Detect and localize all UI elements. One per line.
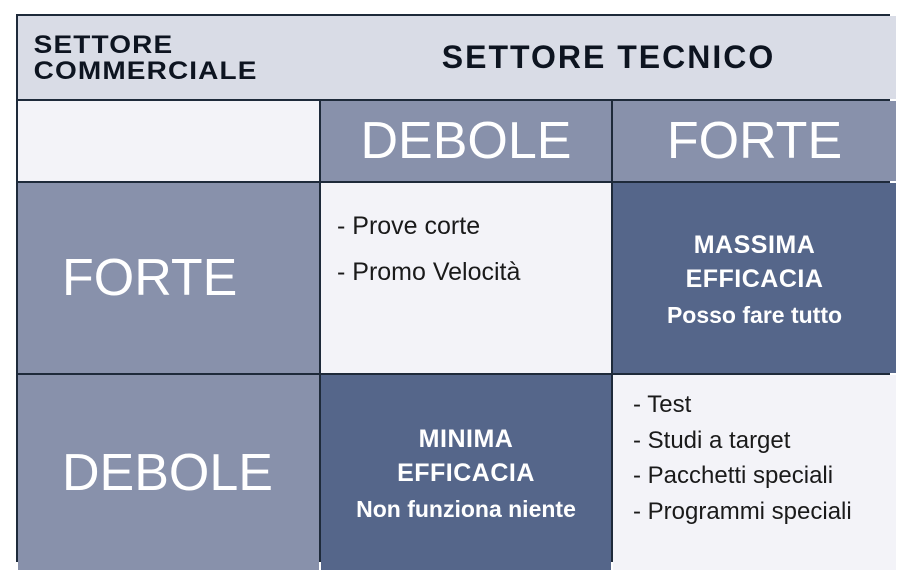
header-commerciale-line-2: COMMERCIALE — [33, 56, 258, 85]
cell-subtitle: Posso fare tutto — [666, 301, 843, 328]
list-item: - Prove corte — [337, 212, 481, 240]
cell-title-line-2: EFFICACIA — [685, 264, 824, 293]
cell-subtitle: Non funziona niente — [356, 496, 576, 522]
cell-forte-debole — [321, 183, 611, 373]
row-header-debole: DEBOLE — [18, 375, 319, 570]
list-item: - Programmi speciali — [633, 497, 852, 525]
list-item: - Pacchetti speciali — [633, 462, 834, 489]
header-commerciale-line-1: SETTORE — [33, 30, 174, 59]
empty-corner-cell — [18, 101, 319, 181]
list-item: - Promo Velocità — [337, 258, 521, 286]
efficacy-matrix — [16, 14, 890, 562]
header-settore-commerciale — [18, 16, 355, 99]
row-header-forte: FORTE — [18, 183, 319, 373]
column-header-forte: FORTE — [613, 101, 896, 181]
cell-title-line-1: MINIMA — [418, 425, 514, 453]
cell-debole-forte — [613, 375, 896, 570]
column-header-debole: DEBOLE — [321, 101, 611, 181]
header-settore-tecnico: SETTORE TECNICO — [321, 16, 896, 99]
cell-massima-efficacia — [613, 183, 896, 373]
cell-minima-efficacia — [321, 375, 611, 570]
list-item: - Test — [633, 391, 692, 418]
cell-title-line-1: MASSIMA — [693, 230, 816, 259]
cell-title-line-2: EFFICACIA — [397, 459, 535, 487]
list-item: - Studi a target — [633, 426, 791, 454]
